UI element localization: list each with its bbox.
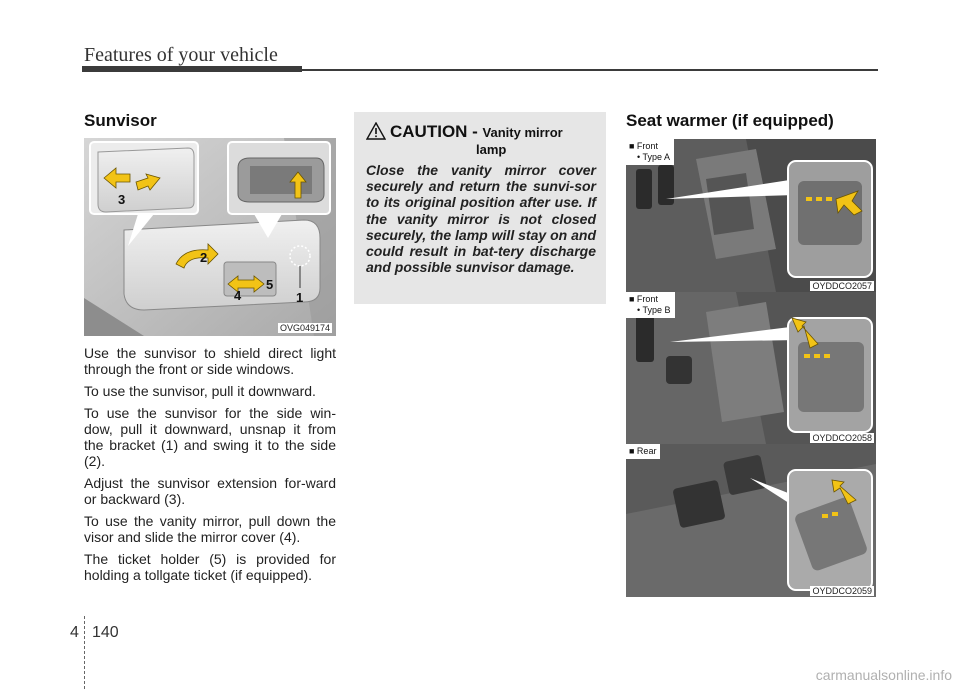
sunvisor-body	[84, 345, 336, 589]
page-header-title: Features of your vehicle	[84, 44, 278, 66]
tag-line: ■ Front	[629, 141, 658, 151]
tag-line: • Type B	[637, 305, 671, 315]
sunvisor-figure	[84, 138, 336, 336]
header-rule-thick	[82, 66, 302, 72]
caution-text: Close the vanity mirror cover securely and return the sunvi-sor to its original position after use. If the vanity mirror is not closed securely, the lamp will stay on and could result in bat-tery discharge and possible sunvisor damage.	[366, 162, 596, 276]
caution-label: CAUTION -	[390, 122, 483, 141]
callout-5: 5	[266, 277, 274, 292]
paragraph: Use the sunvisor to shield direct light through the front or side windows.	[84, 345, 336, 377]
callout-3: 3	[118, 192, 126, 207]
callout-2: 2	[200, 250, 208, 265]
tag-line: • Type A	[637, 152, 671, 162]
caution-subject: Vanity mirror	[482, 125, 563, 140]
callout-1: 1	[296, 290, 304, 305]
figure-tag-b	[626, 292, 675, 318]
page-divider	[84, 616, 85, 689]
sunvisor-illustration	[84, 138, 336, 336]
chapter-number: 4	[70, 624, 79, 641]
sunvisor-figure-code: OVG049174	[279, 323, 330, 333]
page-number: 140	[92, 624, 119, 641]
caution-subject-line2: lamp	[476, 142, 507, 157]
tag-line: ■ Front	[629, 294, 658, 304]
seat-warmer-figure-type-b	[626, 292, 876, 444]
seat-warmer-figure-type-a	[626, 139, 876, 292]
paragraph: The ticket holder (5) is provided for holding a tollgate ticket (if equipped).	[84, 551, 336, 583]
warning-triangle-icon	[366, 122, 386, 140]
tag-line: ■ Rear	[629, 446, 657, 456]
figure-tag-rear	[626, 444, 660, 459]
callout-4: 4	[234, 288, 242, 303]
paragraph: To use the vanity mirror, pull down the visor and slide the mirror cover (4).	[84, 513, 336, 545]
sunvisor-heading: Sunvisor	[84, 111, 157, 130]
seat-warmer-heading: Seat warmer (if equipped)	[626, 111, 834, 130]
seat-warmer-figure-rear	[626, 444, 876, 597]
watermark[interactable]: carmanualsonline.info	[815, 667, 952, 683]
header-rule-thin	[302, 69, 878, 71]
paragraph: To use the sunvisor, pull it downward.	[84, 383, 316, 399]
seat-warmer-illustration-rear	[626, 444, 876, 597]
figure-tag-a	[626, 139, 674, 165]
figure-code-rear: OYDDCO2059	[812, 586, 872, 596]
caution-title	[390, 122, 563, 142]
paragraph: To use the sunvisor for the side win-dow, pull it downward, unsnap it from the bracket (1) and swing it to the side (2).	[84, 405, 336, 469]
paragraph: Adjust the sunvisor extension for-ward or backward (3).	[84, 475, 336, 507]
figure-code-a: OYDDCO2057	[812, 281, 872, 291]
caution-box	[354, 112, 606, 304]
figure-code-b: OYDDCO2058	[812, 433, 872, 443]
